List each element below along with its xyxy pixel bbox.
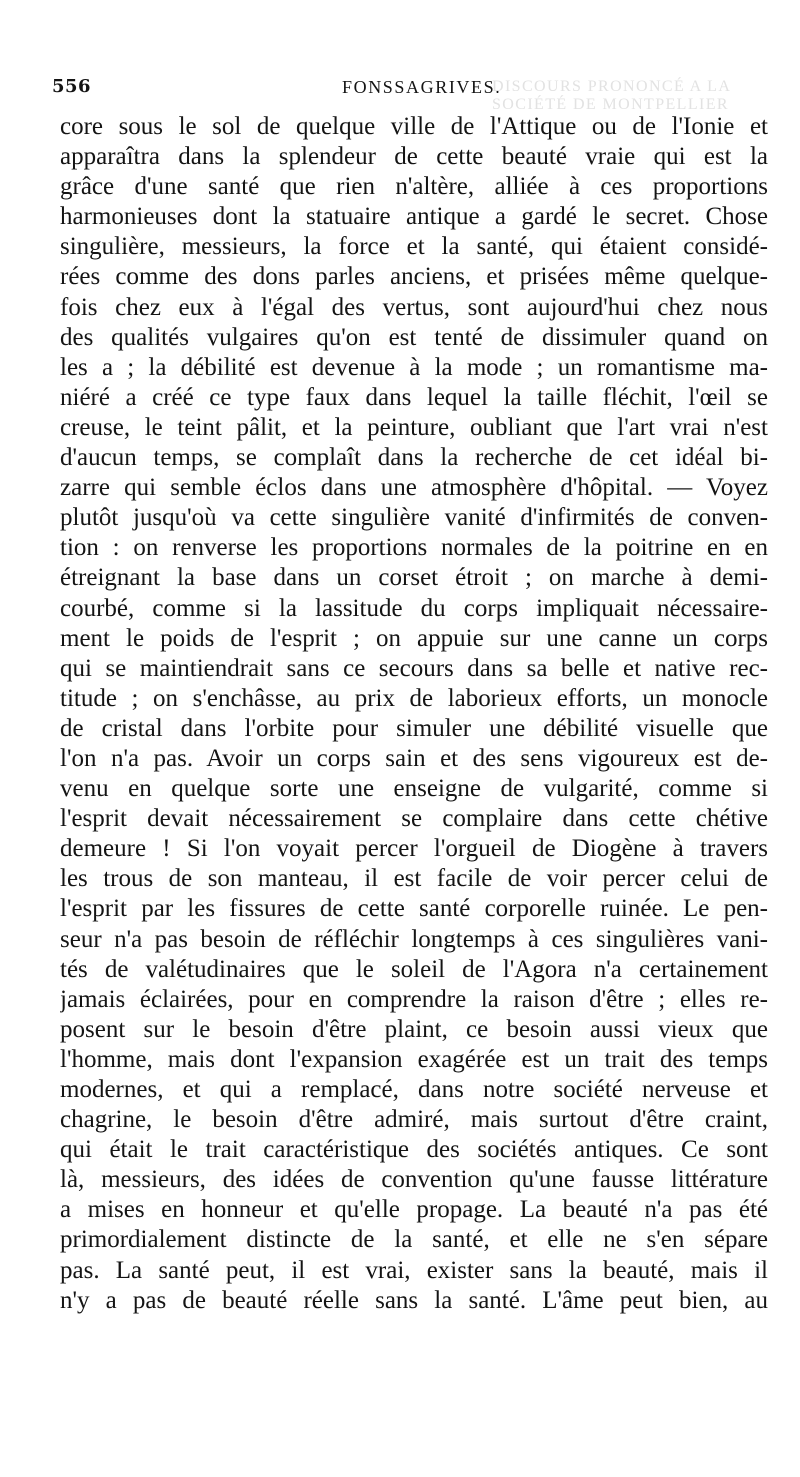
text-line: tés de valétudinaires que le soleil de l'Agora n'a certainement: [60, 955, 768, 983]
text-line: jamais éclairées, pour en comprendre la raison d'être ; elles re-: [60, 985, 768, 1013]
text-line: zarre qui semble éclos dans une atmosphère d'hôpital. — Voyez: [60, 474, 768, 502]
text-line: creuse, le teint pâlit, et la peinture, oubliant que l'art vrai n'est: [60, 413, 768, 441]
text-line: étreignant la base dans un corset étroit ; on marche à demi-: [60, 564, 768, 592]
text-line: l'esprit par les fissures de cette santé corporelle ruinée. Le pen-: [60, 895, 768, 923]
text-line: singulière, messieurs, la force et la santé, qui étaient considé-: [60, 233, 768, 261]
text-line: fois chez eux à l'égal des vertus, sont aujourd'hui chez nous: [60, 293, 768, 321]
text-line: demeure ! Si l'on voyait percer l'orgueil de Diogène à travers: [60, 835, 768, 863]
text-line: niéré a créé ce type faux dans lequel la taille fléchit, l'œil se: [60, 383, 768, 411]
text-line: harmonieuses dont la statuaire antique a gardé le secret. Chose: [60, 203, 768, 231]
text-line: chagrine, le besoin d'être admiré, mais surtout d'être craint,: [60, 1106, 768, 1134]
text-line: core sous le sol de quelque ville de l'Attique ou de l'Ionie et: [60, 113, 768, 140]
text-line: qui se maintiendrait sans ce secours dans sa belle et native rec-: [60, 654, 768, 682]
text-line: l'esprit devait nécessairement se complaire dans cette chétive: [60, 805, 768, 833]
text-line: là, messieurs, des idées de convention qu'une fausse littérature: [60, 1166, 768, 1194]
bleed-through-text: DISCOURS PRONONCÉ A LA SOCIÉTÉ DE MONTPELLIER: [492, 78, 731, 113]
text-line: posent sur le besoin d'être plaint, ce besoin aussi vieux que: [60, 1015, 768, 1043]
text-line: courbé, comme si la lassitude du corps impliquait nécessaire-: [60, 594, 768, 622]
text-line: modernes, et qui a remplacé, dans notre société nerveuse et: [60, 1076, 768, 1103]
text-line: l'homme, mais dont l'expansion exagérée est un trait des temps: [60, 1045, 768, 1073]
text-line: ment le poids de l'esprit ; on appuie sur une canne un corps: [60, 624, 768, 652]
text-line: a mises en honneur et qu'elle propage. La beauté n'a pas été: [60, 1196, 768, 1224]
text-line: les a ; la débilité est devenue à la mode ; un romantisme ma-: [60, 353, 768, 381]
text-line: plutôt jusqu'où va cette singulière vanité d'infirmités de conven-: [60, 504, 768, 532]
page-number: 556: [52, 76, 92, 97]
text-line: d'aucun temps, se complaît dans la recherche de cet idéal bi-: [60, 444, 768, 472]
text-line: primordialement distincte de la santé, et elle ne s'en sépare: [60, 1226, 768, 1254]
text-line: pas. La santé peut, il est vrai, exister sans la beauté, mais il: [60, 1256, 768, 1284]
text-line: rées comme des dons parles anciens, et prisées même quelque-: [60, 263, 768, 291]
text-line: tion : on renverse les proportions normales de la poitrine en en: [60, 534, 768, 562]
text-line: apparaîtra dans la splendeur de cette beauté vraie qui est la: [60, 143, 768, 171]
text-line: qui était le trait caractéristique des sociétés antiques. Ce sont: [60, 1136, 768, 1164]
text-line: titude ; on s'enchâsse, au prix de laborieux efforts, un monocle: [60, 684, 768, 712]
text-line: de cristal dans l'orbite pour simuler une débilité visuelle que: [60, 714, 768, 742]
running-head-author: FONSSAGRIVES.: [342, 77, 502, 97]
text-line: venu en quelque sorte une enseigne de vulgarité, comme si: [60, 775, 768, 803]
text-line: des qualités vulgaires qu'on est tenté de dissimuler quand on: [60, 323, 768, 351]
text-line: l'on n'a pas. Avoir un corps sain et des sens vigoureux est de-: [60, 744, 768, 772]
text-line: seur n'a pas besoin de réfléchir longtemps à ces singulières vani-: [60, 925, 768, 953]
running-head: [52, 76, 742, 113]
text-line: les trous de son manteau, il est facile de voir percer celui de: [60, 865, 768, 893]
text-line: grâce d'une santé que rien n'altère, alliée à ces proportions: [60, 173, 768, 201]
text-line: n'y a pas de beauté réelle sans la santé. L'âme peut bien, au: [60, 1286, 768, 1314]
body-text: [60, 112, 768, 1316]
